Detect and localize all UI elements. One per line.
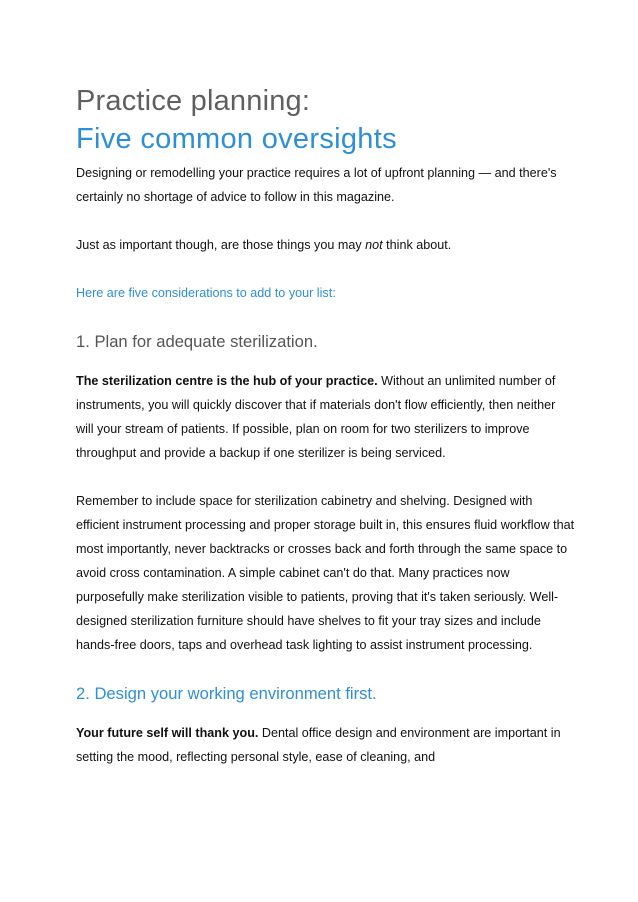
page-subtitle: Five common oversights (76, 123, 397, 155)
environment-lead-bold: Your future self will thank you. (76, 726, 259, 740)
emphasis-not: not (365, 238, 383, 252)
intro-paragraph: Designing or remodelling your practice requires a lot of upfront planning — and there's certainly no shortage of advice to follow in this magazine. (76, 166, 557, 204)
sterilization-lead-bold: The sterilization centre is the hub of your practice. (76, 374, 378, 388)
intro-paragraph-emphasis (76, 233, 576, 257)
environment-paragraph-1-text: Dental office design and environment are important in setting the mood, reflecting personal style, ease of cleaning, and (76, 726, 561, 764)
sterilization-paragraph-1-text: Without an unlimited number of instruments, you will quickly discover that if materials don't flow efficiently, then neither will your stream of patients. If possible, plan on room for two sterilizers to improve throughput and provide a backup if one sterilizer is being serviced. (76, 374, 556, 460)
section-heading-sterilization: 1. Plan for adequate sterilization. (76, 332, 318, 351)
intro-list-lead: Here are five considerations to add to your list: (76, 286, 336, 300)
document-page (76, 84, 576, 769)
sterilization-paragraph-1 (76, 369, 576, 465)
intro-text-after: think about. (382, 238, 452, 252)
environment-paragraph-1 (76, 721, 576, 769)
intro-text-before: Just as important though, are those things you may (76, 238, 366, 252)
page-title: Practice planning: (76, 85, 311, 117)
section-heading-environment: 2. Design your working environment first. (76, 684, 377, 703)
sterilization-paragraph-2: Remember to include space for sterilization cabinetry and shelving. Designed with efficient instrument processing and proper storage built in, this ensures fluid workflow that most importantly, never backtracks or crosses back and forth through the same space to avoid cross contamination. A simple cabinet can't do that. Many practices now purposefully make sterilization visible to patients, proving that it's taken seriously. Well-designed sterilization furniture should have shelves to fit your tray sizes and include hands-free doors, taps and overhead task lighting to assist instrument processing. (76, 494, 575, 652)
